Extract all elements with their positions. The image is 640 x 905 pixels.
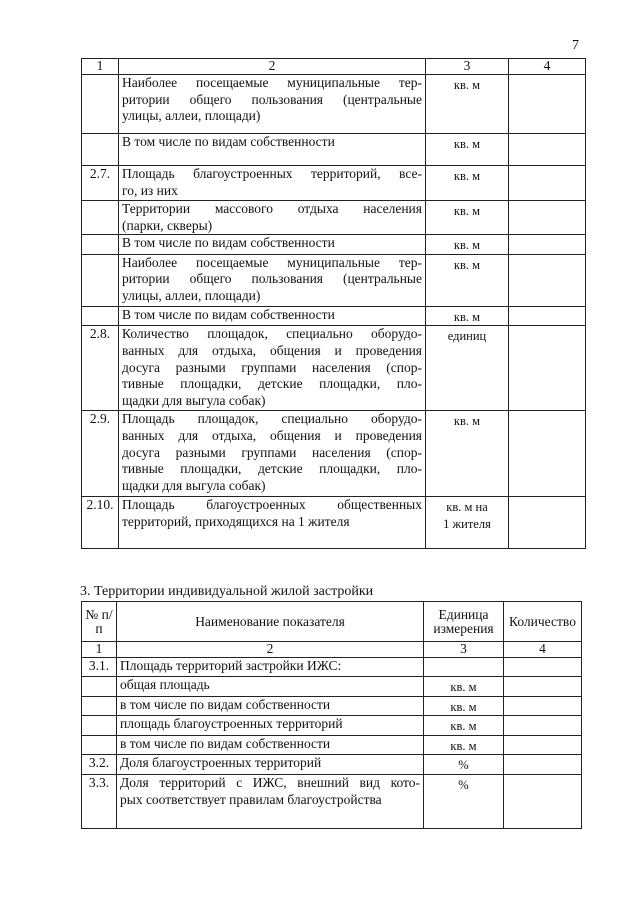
indicator-name-line: Наиболее посещаемые муниципальные тер-: [122, 75, 422, 90]
table-row: [82, 75, 586, 134]
table-row: [82, 235, 586, 255]
unit-line: кв. м: [450, 738, 477, 753]
colnum-3: 3: [424, 642, 504, 658]
table-row: [82, 716, 582, 736]
unit-of-measure: [424, 755, 504, 775]
unit-of-measure: [426, 411, 509, 497]
colnum-4: 4: [509, 59, 586, 75]
unit-of-measure: [426, 201, 509, 235]
indicator-name: [119, 166, 426, 201]
colnum-1: 1: [82, 642, 117, 658]
unit-line: %: [458, 758, 469, 773]
indicator-name: [119, 235, 426, 255]
row-number: [82, 677, 117, 697]
table-row: [82, 658, 582, 677]
row-number: [82, 254, 119, 306]
indicator-name-line: досуга разными группами населения (спор-: [122, 359, 422, 375]
quantity-value: [509, 134, 586, 166]
indicator-name-line: В том числе по видам собственности: [122, 134, 335, 149]
quantity-value: [504, 696, 582, 716]
table-row: [82, 326, 586, 411]
unit-line: 1 жителя: [443, 516, 491, 531]
section-3-table: [81, 601, 582, 829]
indicator-name: [117, 696, 424, 716]
quantity-value: [509, 166, 586, 201]
indicator-name: [119, 134, 426, 166]
colnum-4: 4: [504, 642, 582, 658]
header-num: № п/п: [82, 602, 117, 642]
colnum-2: 2: [119, 59, 426, 75]
indicator-name: [119, 326, 426, 411]
quantity-value: [509, 411, 586, 497]
indicator-name-line: В том числе по видам собственности: [122, 235, 335, 251]
table-row: [82, 497, 586, 549]
row-number: 2.9.: [82, 411, 119, 497]
indicator-name-line: Площадь территорий застройки ИЖС:: [120, 658, 342, 673]
row-number: 2.8.: [82, 326, 119, 411]
row-number: [82, 201, 119, 235]
unit-line: кв. м: [450, 680, 477, 694]
unit-of-measure: [424, 696, 504, 716]
column-number-row: [82, 59, 586, 75]
indicator-name: [119, 75, 426, 134]
table-row: [82, 306, 586, 326]
row-number: [82, 306, 119, 326]
unit-of-measure: [426, 134, 509, 166]
unit-line: кв. м: [453, 137, 481, 151]
unit-line: кв. м: [453, 78, 481, 92]
unit-line: кв. м: [453, 204, 481, 218]
row-number: 3.3.: [82, 774, 117, 828]
indicators-table-continued: [81, 58, 586, 549]
unit-of-measure: [426, 166, 509, 201]
unit-line: %: [458, 777, 469, 792]
indicator-name-line: Доля территорий с ИЖС, внешний вид кото-: [120, 774, 420, 790]
indicator-name-line: досуга разными группами населения (спор-: [122, 444, 422, 460]
row-number: [82, 696, 117, 716]
quantity-value: [509, 306, 586, 326]
unit-line: кв. м на: [446, 500, 488, 515]
row-number: [82, 716, 117, 736]
unit-line: единиц: [447, 329, 487, 344]
indicator-name-line: территорий, приходящихся на 1 жителя: [122, 513, 350, 529]
unit-of-measure: [426, 306, 509, 326]
indicator-name-line: тивные площадки, детские площадки, пло-: [122, 461, 422, 477]
column-number-row: [82, 642, 582, 658]
indicator-name: [117, 658, 424, 677]
section-3-title: 3. Территории индивидуальной жилой застройки: [80, 584, 374, 599]
indicator-name-line: В том числе по видам собственности: [122, 306, 335, 322]
colnum-1: 1: [82, 59, 119, 75]
table-row: [82, 201, 586, 235]
indicator-name-line: ритории общего пользования (центральные: [122, 271, 422, 287]
indicator-name-line: го, из них: [122, 182, 178, 198]
header-value: Количество: [504, 602, 582, 642]
unit-of-measure: [426, 235, 509, 255]
quantity-value: [504, 716, 582, 736]
indicator-name-line: ритории общего пользования (центральные: [122, 91, 422, 107]
unit-of-measure: [426, 254, 509, 306]
indicator-name-line: Территории массового отдыха населения: [122, 201, 422, 216]
row-number: 2.10.: [82, 497, 119, 549]
table-row: [82, 166, 586, 201]
unit-line: кв. м: [453, 414, 481, 429]
row-number: [82, 735, 117, 755]
quantity-value: [504, 677, 582, 697]
table-row: [82, 134, 586, 166]
colnum-2: 2: [117, 642, 424, 658]
unit-line: кв. м: [453, 169, 481, 183]
unit-line: кв. м: [453, 238, 481, 253]
indicator-name-line: улицы, аллеи, площади): [122, 108, 261, 124]
quantity-value: [509, 326, 586, 411]
indicator-name-line: Наиболее посещаемые муниципальные тер-: [122, 254, 422, 270]
quantity-value: [509, 497, 586, 549]
indicator-name: [117, 677, 424, 697]
indicator-name-line: в том числе по видам собственности: [120, 735, 331, 751]
quantity-value: [509, 201, 586, 235]
unit-of-measure: [426, 497, 509, 549]
indicator-name: [117, 735, 424, 755]
quantity-value: [509, 254, 586, 306]
quantity-value: [504, 755, 582, 775]
quantity-value: [504, 658, 582, 677]
indicator-name: [117, 774, 424, 828]
row-number: 2.7.: [82, 166, 119, 201]
table-row: [82, 755, 582, 775]
unit-line: кв. м: [453, 309, 481, 324]
indicator-name-line: ванных для отдыха, общения и проведения: [122, 427, 422, 443]
indicator-name-line: Площадь площадок, специально оборудо-: [122, 411, 422, 427]
table-row: [82, 696, 582, 716]
quantity-value: [509, 75, 586, 134]
page-number: 7: [572, 38, 579, 53]
indicator-name-line: тивные площадки, детские площадки, пло-: [122, 376, 422, 392]
table-row: [82, 677, 582, 697]
indicator-name-line: щадки для выгула собак): [122, 392, 266, 408]
table-header-row: [82, 602, 582, 642]
quantity-value: [504, 774, 582, 828]
colnum-3: 3: [426, 59, 509, 75]
indicator-name-line: улицы, аллеи, площади): [122, 287, 261, 303]
indicator-name-line: Площадь благоустроенных общественных: [122, 497, 422, 513]
header-unit: Единица измерения: [424, 602, 504, 642]
header-name: Наименование показателя: [117, 602, 424, 642]
indicator-name: [117, 716, 424, 736]
unit-line: кв. м: [453, 257, 481, 272]
indicator-name: [119, 201, 426, 235]
indicator-name: [119, 254, 426, 306]
indicator-name: [117, 755, 424, 775]
table-row: [82, 411, 586, 497]
table-row: [82, 735, 582, 755]
indicator-name-line: Доля благоустроенных территорий: [120, 755, 322, 771]
row-number: 3.2.: [82, 755, 117, 775]
indicator-name-line: рых соответствует правилам благоустройства: [120, 791, 382, 807]
indicator-name-line: щадки для выгула собак): [122, 477, 266, 493]
unit-of-measure: [426, 326, 509, 411]
unit-of-measure: [426, 75, 509, 134]
indicator-name-line: ванных для отдыха, общения и проведения: [122, 342, 422, 358]
row-number: [82, 75, 119, 134]
indicator-name: [119, 497, 426, 549]
indicator-name: [119, 411, 426, 497]
unit-line: кв. м: [450, 699, 477, 714]
indicator-name-line: площадь благоустроенных территорий: [120, 716, 343, 732]
quantity-value: [509, 235, 586, 255]
unit-of-measure: [424, 774, 504, 828]
indicator-name: [119, 306, 426, 326]
indicator-name-line: (парки, скверы): [122, 217, 213, 233]
table-row: [82, 774, 582, 828]
unit-of-measure: [424, 735, 504, 755]
unit-of-measure: [424, 716, 504, 736]
quantity-value: [504, 735, 582, 755]
table-row: [82, 254, 586, 306]
unit-line: кв. м: [450, 719, 477, 734]
unit-of-measure: [424, 677, 504, 697]
indicator-name-line: общая площадь: [120, 677, 210, 692]
indicator-name-line: Площадь благоустроенных территорий, все-: [122, 166, 422, 181]
row-number: [82, 235, 119, 255]
row-number: [82, 134, 119, 166]
indicator-name-line: Количество площадок, специально оборудо-: [122, 326, 422, 342]
indicator-name-line: в том числе по видам собственности: [120, 696, 331, 712]
unit-of-measure: [424, 658, 504, 677]
row-number: 3.1.: [82, 658, 117, 677]
